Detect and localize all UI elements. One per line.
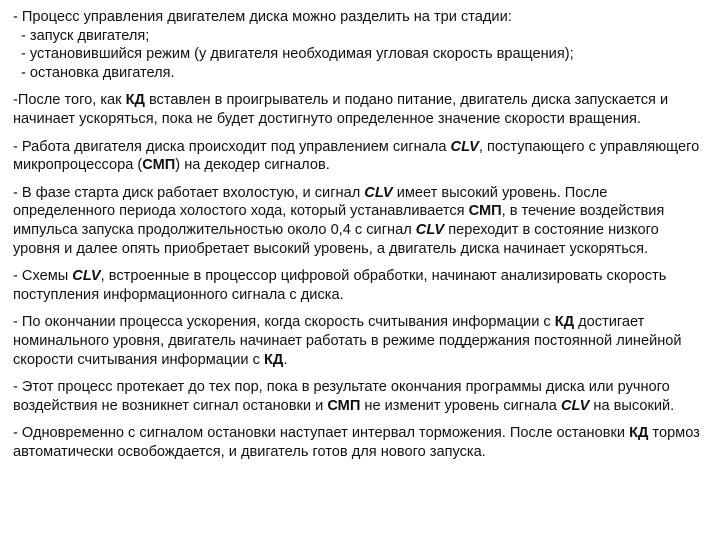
paragraph-braking (13, 424, 709, 461)
text-run: достигает номинального уровня, двигатель начинает работать в режиме поддержания постоянной линейной скорости считывания информации с (13, 314, 682, 368)
term-clv: CLV (560, 397, 590, 414)
stage-start: - запуск двигателя; (21, 27, 150, 44)
term-kd: КД (125, 92, 145, 109)
term-kd: КД (554, 314, 575, 331)
text-run: тормоз автоматически освобождается, и двигатель готов для нового запуска. (13, 425, 700, 460)
text-run: переходит в состояние низкого уровня и далее опять приобретает высокий уровень, а двигатель диска начинает ускоряться. (13, 221, 659, 257)
stage-steady: - установившийся режим (у двигателя необходимая угловая скорость вращения); (21, 46, 574, 63)
text-run: - Одновременно с сигналом остановки наступает интервал торможения. После остановки (13, 425, 630, 442)
text-run: не изменит уровень сигнала (360, 397, 561, 414)
text-run: имеет высокий уровень. После определенного периода холостого хода, который устанавливается (13, 184, 608, 220)
paragraph-start-phase (13, 184, 709, 258)
text-run: . (283, 351, 288, 368)
term-smp: СМП (142, 157, 176, 174)
text-run: , встроенные в процессор цифровой обработки, начинают анализировать скорость поступления информационного сигнала с диска. (13, 268, 667, 303)
text-run: - По окончании процесса ускорения, когда скорость считывания информации с (13, 314, 555, 331)
intro-heading: - Процесс управления двигателем диска можно разделить на три стадии: (13, 9, 512, 25)
text-run: - Работа двигателя диска происходит под управлением сигнала (13, 138, 451, 155)
term-clv: CLV (415, 221, 445, 238)
paragraph-stop-signal (13, 378, 709, 415)
term-clv: CLV (72, 268, 101, 285)
text-run: - В фазе старта диск работает вхолостую, и сигнал (13, 184, 365, 201)
text-run: , в течение воздействия импульса запуска продолжительностью около 0,4 с сигнал (13, 203, 665, 238)
text-run: , поступающего с управляющего микропроцессора ( (13, 138, 700, 174)
term-kd: КД (629, 425, 649, 442)
text-run: на высокий. (589, 397, 675, 414)
text-run: вставлен в проигрыватель и подано питание, двигатель диска запускается и начинает ускоряться, пока не будет достигнуто определенное значение скорости вращения. (13, 92, 669, 127)
term-clv: CLV (450, 138, 479, 155)
paragraph-clv-circuits (13, 267, 709, 304)
text-run: - Этот процесс протекает до тех пор, пока в результате окончания программы диска или ручного воздействия не возникнет сигнал остановки и (13, 379, 670, 414)
intro-paragraph (13, 8, 709, 82)
paragraph-clv-control (13, 138, 709, 175)
text-run: -После того, как (13, 92, 126, 109)
term-clv: CLV (364, 184, 393, 201)
text-run: - Схемы (13, 268, 73, 285)
term-smp: СМП (327, 397, 361, 414)
term-kd: КД (264, 351, 284, 368)
document-body (13, 8, 709, 461)
paragraph-startup (13, 91, 709, 128)
stage-stop: - остановка двигателя. (21, 64, 175, 81)
term-smp: СМП (468, 203, 502, 220)
text-run: ) на декодер сигналов. (175, 157, 330, 174)
paragraph-acceleration-end (13, 313, 709, 369)
